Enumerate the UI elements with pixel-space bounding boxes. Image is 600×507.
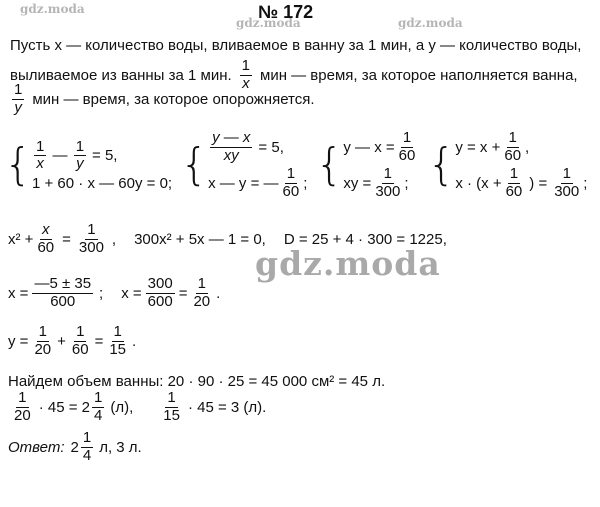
- system-4: { y = x + $\frac{1}{60}$ , x · (x + $\frac{1}{60}$ ) = $\frac{1}{300}$ ;: [427, 129, 588, 200]
- intro-line-3-text: мин — время, за которое опорожняется.: [32, 90, 315, 108]
- eq-part: · 45 = 3 (л).: [187, 398, 267, 416]
- eq-part: x =: [121, 284, 142, 302]
- fraction-x-over-60: $\frac{x}{60}$: [37, 221, 55, 256]
- fraction-1-over-20: $\frac{1}{20}$: [14, 389, 31, 424]
- sys1-row1: = 5,: [92, 147, 118, 164]
- fraction-1-over-60: $\frac{1}{60}$: [504, 129, 522, 164]
- fraction-1-over-x: $\frac{1}{x}$: [36, 137, 45, 172]
- eq-part: x =: [8, 284, 29, 302]
- sys4-row2: x · (x +: [455, 174, 502, 192]
- eq-part: (л),: [110, 398, 134, 416]
- eq-part: D = 25 + 4 · 300 = 1225,: [283, 230, 447, 248]
- problem-number: № 172: [258, 2, 314, 22]
- equation-line: x² + $\frac{x}{60}$ = $\frac{1}{300}$ , 300x² + 5x — 1 = 0, D = 25 + 4 · 300 = 1225,: [8, 221, 447, 256]
- sys4-row1: y = x +: [455, 138, 501, 156]
- systems-row: [4, 130, 587, 200]
- fraction-1-over-60: $\frac{1}{60}$: [398, 129, 416, 164]
- sys2-row2: x — y = —: [208, 174, 279, 192]
- fraction-1-over-60: $\frac{1}{60}$: [505, 165, 523, 200]
- brace: {: [427, 139, 456, 191]
- answer-label: Ответ:: [8, 438, 65, 456]
- sys1-row2: 1 + 60 · x — 60y = 0;: [32, 174, 173, 192]
- eq-part: y =: [8, 332, 29, 350]
- intro-line-2-end: мин — время, за которое наполняется ванна,: [260, 66, 578, 84]
- fraction-1-over-15: $\frac{1}{15}$: [163, 389, 180, 424]
- fraction-1-over-y: $\frac{1}{y}$: [14, 81, 23, 116]
- fraction-1-over-20: $\frac{1}{20}$: [193, 275, 211, 310]
- fraction-300-over-600: $\frac{300}{600}$: [147, 275, 173, 310]
- watermark-large: gdz.moda: [255, 244, 441, 283]
- sys2-row1: = 5,: [258, 138, 284, 156]
- watermark: gdz.moda: [20, 2, 85, 16]
- answer-line: Ответ: 2 $\frac{1}{4}$ л, 3 л.: [8, 429, 142, 464]
- watermark: gdz.moda: [236, 16, 301, 30]
- system-3: { y — x = $\frac{1}{60}$ xy = $\frac{1}{300}$ ;: [315, 129, 416, 200]
- roots-line: x = $\frac{—5 \pm 35}{600}$ ; x = $\frac{300}{600}$ = $\frac{1}{20}$ .: [8, 275, 221, 310]
- brace: {: [180, 139, 209, 191]
- fraction-1-over-300: $\frac{1}{300}$: [554, 165, 580, 200]
- eq-part: 300x² + 5x — 1 = 0,: [134, 230, 266, 248]
- intro-line-2-start: выливаемое из ванны за 1 мин.: [10, 66, 232, 84]
- watermark: gdz.moda: [398, 16, 463, 30]
- fraction-ymx-over-xy: $\frac{y — x}{xy}$: [212, 129, 251, 164]
- intro-line-3: [10, 82, 315, 116]
- brace: {: [4, 139, 32, 191]
- fraction-1-over-x: $\frac{1}{x}$: [241, 57, 250, 92]
- brace: {: [315, 139, 344, 191]
- fraction-1-over-20: $\frac{1}{20}$: [34, 323, 52, 358]
- fraction-1-over-300: $\frac{1}{300}$: [375, 165, 401, 200]
- fraction-1-over-4: $\frac{1}{4}$: [93, 389, 103, 424]
- fraction-roots: $\frac{—5 \pm 35}{600}$: [34, 275, 92, 310]
- eq-part: =: [62, 230, 71, 248]
- fraction-1-over-4: $\frac{1}{4}$: [82, 429, 92, 464]
- fraction-1-over-60: $\frac{1}{60}$: [282, 165, 300, 200]
- system-2: { $\frac{y — x}{xy}$ = 5, x — y = — $\frac{1}{60}$ ;: [180, 129, 308, 200]
- y-line: y = $\frac{1}{20}$ + $\frac{1}{60}$ = $\frac{1}{15}$ .: [8, 323, 137, 358]
- fraction-1-over-60: $\frac{1}{60}$: [71, 323, 89, 358]
- calc-line: [10, 390, 266, 424]
- volume-line: Найдем объем ванны: 20 · 90 · 25 = 45 000 см² = 45 л.: [8, 373, 386, 390]
- fraction-1-over-15: $\frac{1}{15}$: [109, 323, 127, 358]
- answer-value: л, 3 л.: [99, 438, 142, 456]
- sys3-row2: xy =: [343, 174, 372, 192]
- fraction-1-over-300: $\frac{1}{300}$: [78, 221, 104, 256]
- intro-line-1: Пусть x — количество воды, вливаемое в ванну за 1 мин, а y — количество воды,: [10, 37, 582, 54]
- eq-part: · 45 = 2: [38, 398, 90, 416]
- eq-part: x² +: [8, 230, 34, 248]
- fraction-1-over-y: $\frac{1}{y}$: [75, 137, 85, 172]
- system-1: { $\frac{1}{x}$ — $\frac{1}{y}$ = 5, 1 + 60 · x — 60y = 0;: [4, 137, 173, 192]
- sys3-row1: y — x =: [343, 138, 395, 156]
